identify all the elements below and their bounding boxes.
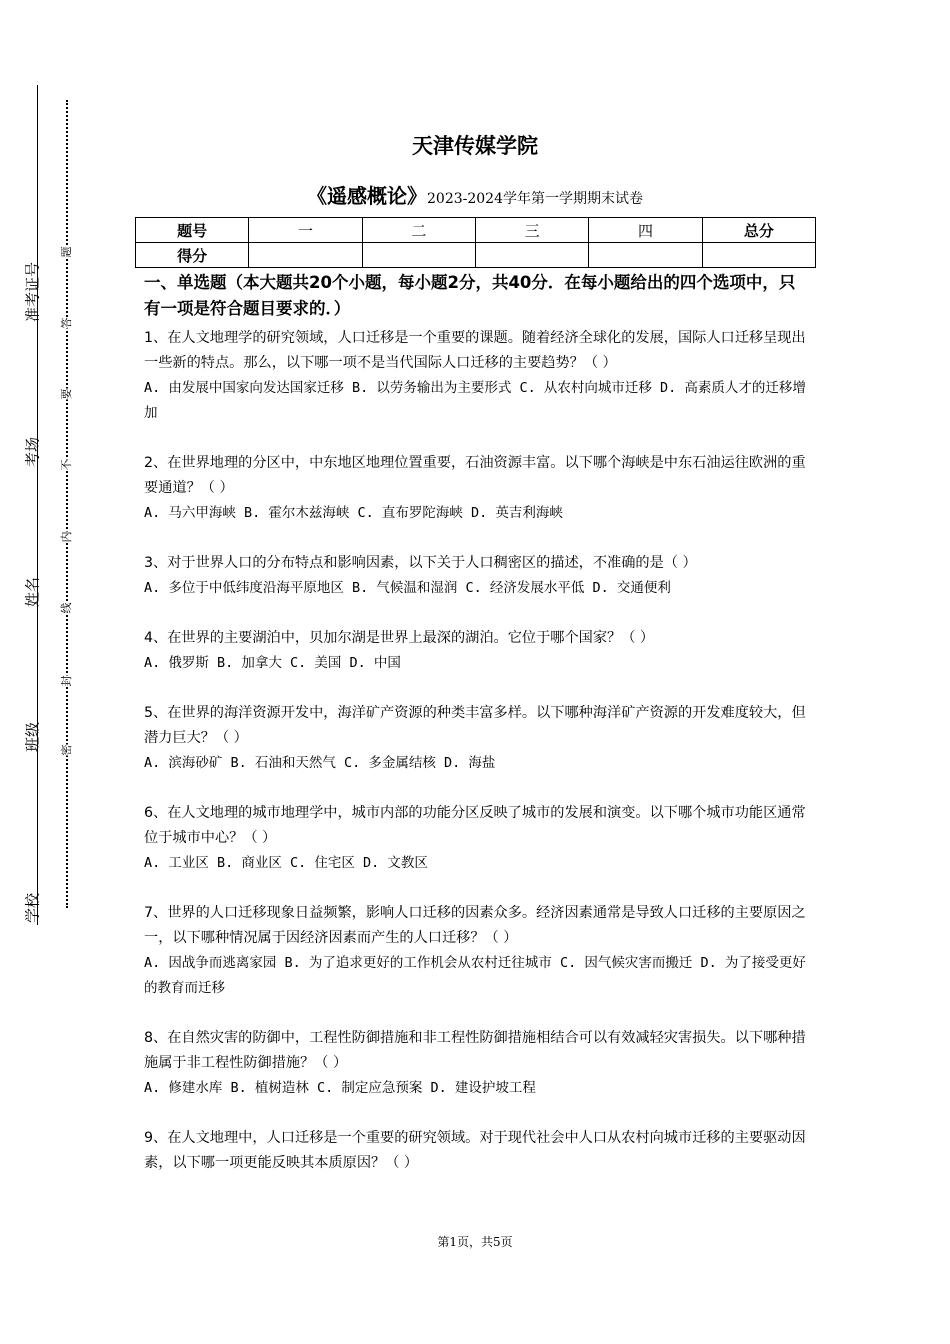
score-input-cell bbox=[589, 243, 702, 268]
score-cell: 三 bbox=[475, 218, 588, 243]
exam-title bbox=[0, 180, 950, 209]
question-text: 8、在自然灾害的防御中，工程性防御措施和非工程性防御措施相结合可以有效减轻灾害损失。以下哪种措施属于非工程性防御措施？（ ） bbox=[144, 1030, 806, 1071]
question-text: 2、在世界地理的分区中，中东地区地理位置重要，石油资源丰富。以下哪个海峡是中东石油运往欧洲的重要通道？（ ） bbox=[144, 455, 806, 496]
question bbox=[144, 701, 810, 776]
question-text: 3、对于世界人口的分布特点和影响因素，以下关于人口稠密区的描述，不准确的是（ ） bbox=[144, 555, 697, 571]
question-text: 5、在世界的海洋资源开发中，海洋矿产资源的种类丰富多样。以下哪种海洋矿产资源的开发难度较大，但潜力巨大？（ ） bbox=[144, 705, 806, 746]
question bbox=[144, 551, 810, 601]
score-input-cell bbox=[475, 243, 588, 268]
question-options: A. 俄罗斯 B. 加拿大 C. 美国 D. 中国 bbox=[144, 655, 401, 671]
question-options: A. 修建水库 B. 植树造林 C. 制定应急预案 D. 建设护坡工程 bbox=[144, 1080, 536, 1096]
course-name: 《遥感概论》 bbox=[307, 184, 427, 208]
school-name: 天津传媒学院 bbox=[412, 134, 538, 158]
question-options: A. 多位于中低纬度沿海平原地区 B. 气候温和湿润 C. 经济发展水平低 D. 交通便利 bbox=[144, 580, 671, 596]
question-options: A. 因战争而逃离家园 B. 为了追求更好的工作机会从农村迁往城市 C. 因气候灾害而搬迁 D. 为了接受更好的教育而迁移 bbox=[144, 955, 806, 996]
question-options: A. 滨海砂矿 B. 石油和天然气 C. 多金属结核 D. 海盐 bbox=[144, 755, 496, 771]
score-input-cell bbox=[249, 243, 362, 268]
question-text: 1、在人文地理学的研究领域，人口迁移是一个重要的课题。随着经济全球化的发展，国际人口迁移呈现出一些新的特点。那么，以下哪一项不是当代国际人口迁移的主要趋势？（ ） bbox=[144, 330, 806, 371]
question bbox=[144, 326, 810, 426]
score-cell: 题号 bbox=[136, 218, 249, 243]
score-input-cell bbox=[702, 243, 815, 268]
score-table bbox=[135, 217, 816, 268]
score-cell: 二 bbox=[362, 218, 475, 243]
question-text: 6、在人文地理的城市地理学中，城市内部的功能分区反映了城市的发展和演变。以下哪个城市功能区通常位于城市中心？（ ） bbox=[144, 805, 806, 846]
question bbox=[144, 901, 810, 1001]
page-footer: 第1页，共5页 bbox=[437, 1235, 513, 1249]
score-table-score-row bbox=[136, 243, 816, 268]
score-table-header-row bbox=[136, 218, 816, 243]
score-input-cell bbox=[362, 243, 475, 268]
score-cell: 四 bbox=[589, 218, 702, 243]
score-cell: 一 bbox=[249, 218, 362, 243]
question-text: 4、在世界的主要湖泊中，贝加尔湖是世界上最深的湖泊。它位于哪个国家？（ ） bbox=[144, 630, 655, 646]
question-options: A. 马六甲海峡 B. 霍尔木兹海峡 C. 直布罗陀海峡 D. 英吉利海峡 bbox=[144, 505, 563, 521]
binding-margin: 准考证号 考场 姓名 班级 学校 题 答 要 不 内 线 封 密 bbox=[0, 0, 100, 1344]
question bbox=[144, 801, 810, 876]
question bbox=[144, 1026, 810, 1101]
question-options: A. 工业区 B. 商业区 C. 住宅区 D. 文教区 bbox=[144, 855, 428, 871]
score-cell: 得分 bbox=[136, 243, 249, 268]
question-text: 9、在人文地理中，人口迁移是一个重要的研究领域。对于现代社会中人口从农村向城市迁移的主要驱动因素，以下哪一项更能反映其本质原因？（ ） bbox=[144, 1130, 806, 1171]
question bbox=[144, 1126, 810, 1176]
binding-solid-line bbox=[37, 85, 38, 925]
score-cell: 总分 bbox=[702, 218, 815, 243]
seal-dotted-line bbox=[66, 100, 68, 908]
exam-content bbox=[144, 270, 810, 1176]
exam-term: 2023-2024学年第一学期期末试卷 bbox=[427, 191, 643, 207]
question-options: A. 由发展中国家向发达国家迁移 B. 以劳务输出为主要形式 C. 从农村向城市迁移 D. 高素质人才的迁移增加 bbox=[144, 380, 806, 421]
section-title: 一、单选题（本大题共20个小题，每小题2分，共40分．在每小题给出的四个选项中，只有一项是符合题目要求的．） bbox=[144, 273, 796, 318]
question bbox=[144, 451, 810, 526]
question bbox=[144, 626, 810, 676]
question-text: 7、世界的人口迁移现象日益频繁，影响人口迁移的因素众多。经济因素通常是导致人口迁移的主要原因之一，以下哪种情况属于因经济因素而产生的人口迁移？（ ） bbox=[144, 905, 806, 946]
